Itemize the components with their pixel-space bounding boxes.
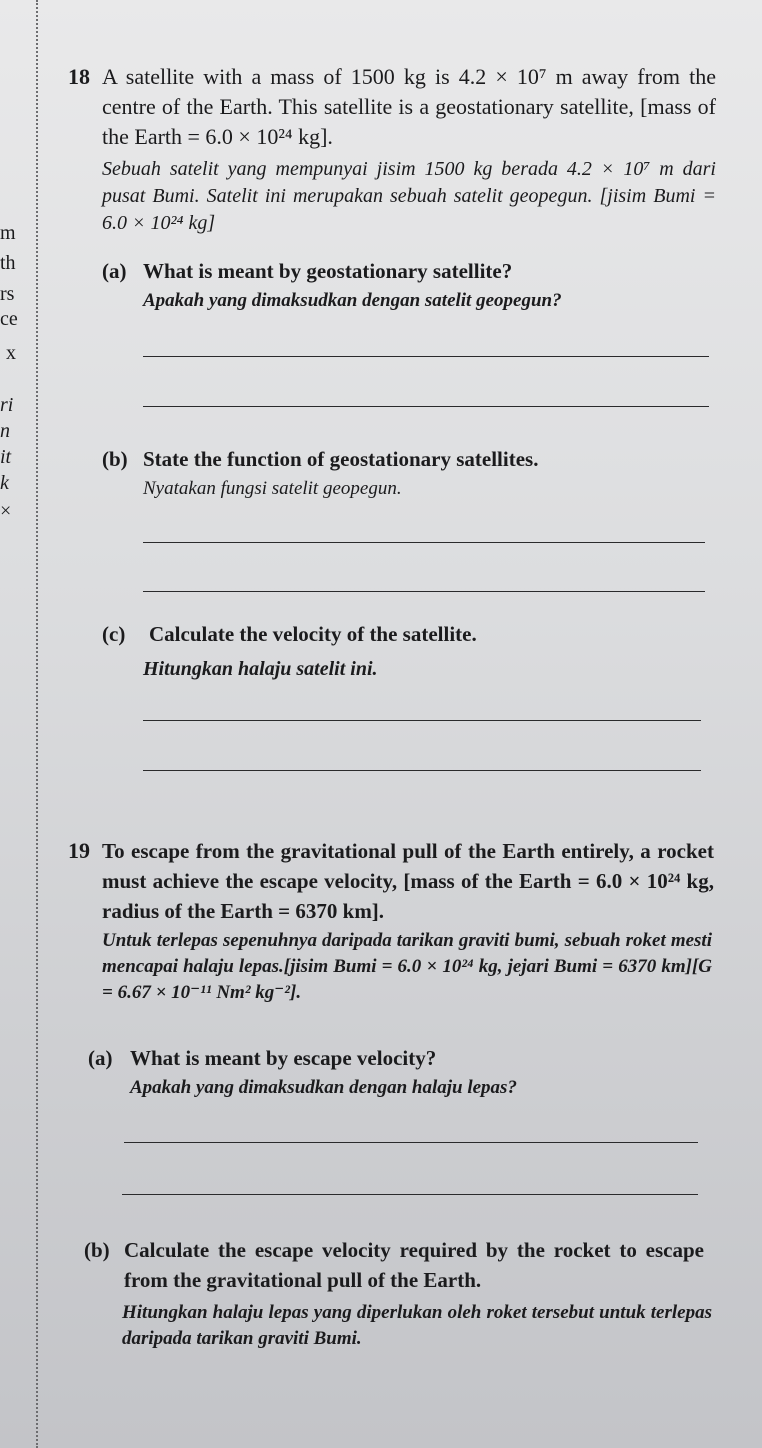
answer-line[interactable]	[143, 542, 705, 543]
margin-fragment: x	[6, 342, 16, 364]
q19-part-a-question: What is meant by escape velocity?	[130, 1046, 437, 1070]
question-19-number: 19	[68, 838, 90, 863]
question-18-text-ms: Sebuah satelit yang mempunyai jisim 1500 kg berada 4.2 × 10⁷ m dari pusat Bumi. Satelit ini merupakan sebuah satelit geopegun. [jisim Bumi = 6.0 × 10²⁴ kg]	[102, 158, 716, 234]
margin-fragment: ce	[0, 308, 18, 330]
q18-part-b-question-ms: Nyatakan fungsi satelit geopegun.	[143, 478, 402, 499]
q18-part-c-question-ms: Hitungkan halaju satelit ini.	[143, 658, 378, 680]
q19-part-a-label: (a)	[88, 1046, 113, 1070]
q18-part-c-question: Calculate the velocity of the satellite.	[149, 622, 477, 646]
q19-part-b-question-ms: Hitungkan halaju lepas yang diperlukan oleh roket tersebut untuk terlepas daripada tarikan graviti Bumi.	[122, 1302, 712, 1349]
answer-line[interactable]	[143, 770, 701, 771]
answer-line[interactable]	[143, 720, 701, 721]
margin-fragment: th	[0, 252, 16, 274]
question-19-text-en: To escape from the gravitational pull of the Earth entirely, a rocket must achieve the escape velocity, [mass of the Earth = 6.0 × 10²⁴ kg, radius of the Earth = 6370 km].	[102, 839, 714, 923]
answer-line[interactable]	[124, 1142, 698, 1143]
answer-line[interactable]	[122, 1194, 698, 1195]
answer-line[interactable]	[143, 356, 709, 357]
answer-line[interactable]	[143, 406, 709, 407]
margin-fragment: m	[0, 222, 16, 244]
q19-part-b-question: Calculate the escape velocity required by the rocket to escape from the gravitational pull of the Earth.	[124, 1238, 704, 1292]
q18-part-a-label: (a)	[102, 259, 127, 283]
q19-part-a-question-ms: Apakah yang dimaksudkan dengan halaju lepas?	[130, 1077, 517, 1098]
margin-fragment: rs	[0, 283, 15, 305]
q18-part-a-question: What is meant by geostationary satellite?	[143, 259, 513, 283]
margin-fragment: it	[0, 446, 12, 468]
answer-line[interactable]	[143, 591, 705, 592]
question-18-text-en: A satellite with a mass of 1500 kg is 4.2 × 10⁷ m away from the centre of the Earth. This satellite is a geostationary satellite, [mass of the Earth = 6.0 × 10²⁴ kg].	[102, 64, 716, 149]
margin-fragment: n	[0, 420, 10, 442]
q18-part-b-question: State the function of geostationary satellites.	[143, 447, 539, 471]
margin-fragment: ri	[0, 394, 14, 416]
q18-part-c-label: (c)	[102, 622, 126, 646]
question-18-number: 18	[68, 64, 90, 89]
q18-part-a-question-ms: Apakah yang dimaksudkan dengan satelit geopegun?	[143, 290, 562, 311]
question-19-text-ms: Untuk terlepas sepenuhnya daripada tarikan graviti bumi, sebuah roket mesti mencapai halaju lepas.[jisim Bumi = 6.0 × 10²⁴ kg, jejari Bumi = 6370 km][G = 6.67 × 10⁻¹¹ Nm² kg⁻²].	[102, 930, 712, 1003]
margin-fragment: k	[0, 472, 9, 494]
margin-fragment: ×	[0, 500, 12, 522]
q18-part-b-label: (b)	[102, 447, 128, 471]
q19-part-b-label: (b)	[84, 1238, 110, 1262]
binding-margin-rule	[36, 0, 38, 1448]
